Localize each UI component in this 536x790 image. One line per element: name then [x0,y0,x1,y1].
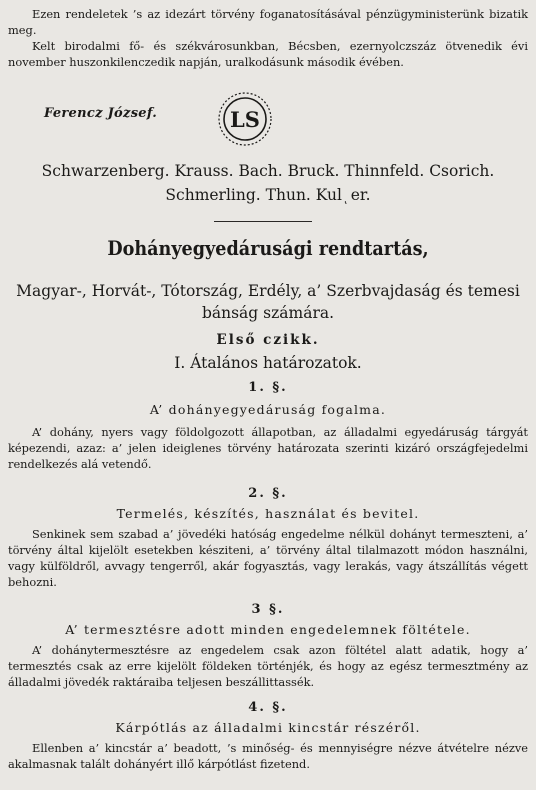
section-number: 3 §. [251,602,285,617]
section-heading: A’ dohányegyedáruság fogalma. [149,402,387,417]
intro-paragraph-1: Ezen rendeletek ’s az idezárt törvény foganatosításával pénzügyministerünk bizatik meg. [8,7,528,37]
ministers-line-2: Schmerling. Thun. Kul ͅ er. [165,186,371,204]
section-heading: Kárpótlás az álladalmi kincstár részéről. [115,720,421,735]
document-title: Dohányegyedárusági rendtartás, [107,236,429,260]
chapter-heading: Első czikk. [216,332,320,348]
section-text: Senkinek sem szabad a’ jövedéki hatóság engedelme nélkül dohányt termeszteni, a’ törvény által kijelölt esetekben késziteni, a’ törvény által tilalmazott módon használni, vagy külföldről, avvagy tengerről, akár fogyasztás, vagy lerakás, vagy átszállítás végett behozni. [8,527,528,589]
section-heading: Termelés, készítés, használat és bevitel. [116,506,420,521]
section-text: A’ dohánytermesztésre az engedelem csak azon föltétel alatt adatik, hogy a’ termesztés csak az erre kijelölt földeken történjék, és hogy az egész termesztmény az álladalmi jövedék raktáraiba teljesen beszállittassék. [8,643,528,689]
signature-block [44,88,504,144]
signature-name: Ferencz József. [44,106,158,121]
section-number: 1. §. [248,380,288,395]
section-number: 2. §. [248,486,288,501]
section-text: Ellenben a’ kincstár a’ beadott, ’s minőség- és mennyiségre nézve átvételre nézve akalmasnak talált dohányért illő kárpótlást fizetend. [8,741,528,771]
ministers-line-1: Schwarzenberg. Krauss. Bach. Bruck. Thinnfeld. Csorich. [41,162,495,180]
document-subtitle: Magyar-, Horvát-, Tótország, Erdély, a’ Szerbvajdaság és temesi bánság számára. [16,282,520,322]
section-heading: A’ termesztésre adott minden engedelemnek föltétele. [65,622,471,637]
divider-rule [214,221,312,222]
seal-icon [216,90,274,148]
seal-text: LS [230,107,260,132]
section-number: 4. §. [248,700,288,715]
part-heading: I. Átalános határozatok. [174,354,362,372]
section-text: A’ dohány, nyers vagy földolgozott állapotban, az álladalmi egyedáruság tárgyát képezendi, azaz: a’ jelen ideiglenes törvény határozata szerinti kizáró országfejedelmi rendelkezés alá vetendő. [8,425,528,471]
intro-paragraph-2: Kelt birodalmi fő- és székvárosunkban, Bécsben, ezernyolczszáz ötvenedik évi november huszonkilenczedik napján, uralkodásunk második évében. [8,39,528,69]
